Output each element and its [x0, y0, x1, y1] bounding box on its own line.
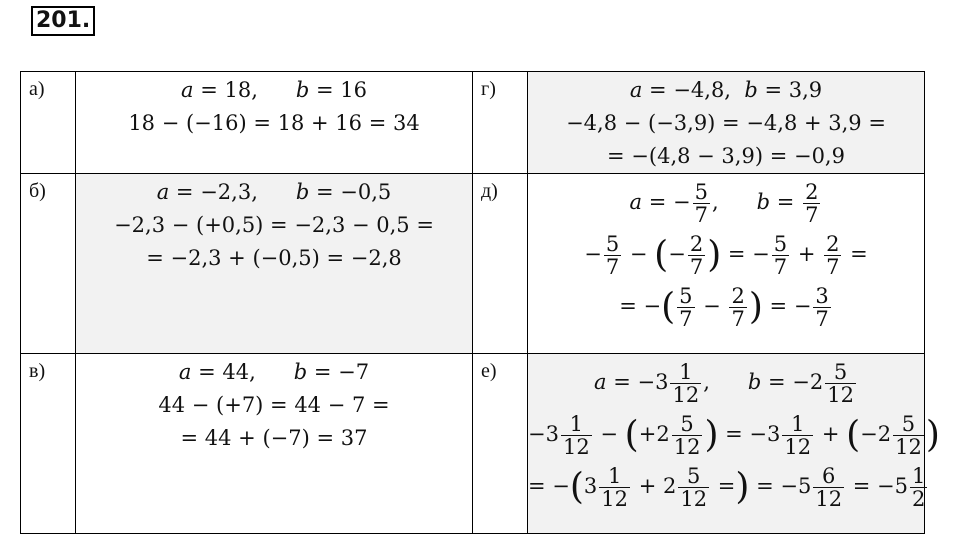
solution-table — [20, 71, 940, 534]
task-number: 201. — [31, 6, 95, 36]
cell-g-line3: = −(4,8 − 3,9) = −0,9 — [607, 144, 845, 168]
label-d: д) — [473, 174, 528, 354]
cell-g-line2: −4,8 − (−3,9) = −4,8 + 3,9 = — [566, 111, 886, 135]
cell-b-line3: = −2,3 + (−0,5) = −2,8 — [146, 246, 402, 270]
cell-e: a = −3 $\frac{1}{12}$ , b = −2 $\frac{5}{12}$ −3 $\frac{1}{12}$ − (+2 $\frac{5}{12}$ ) = −3 $\frac{1}{12}$ + (−2 $\frac{5}{12}$ ) = −(3 $\frac{1}{12}$ + 2 $\frac{5}{12}$ =) = −5 $\frac{6}{12}$ = −5 $\frac{1}{2}$ — [528, 354, 925, 534]
table-row — [21, 174, 925, 354]
cell-v-line2: 44 − (+7) = 44 − 7 = — [158, 393, 390, 417]
cell-d: a = − $\frac{5}{7}$ , b = $\frac{2}{7}$ − $\frac{5}{7}$ − (− $\frac{2}{7}$ ) = − $\frac{5}{7}$ + $\frac{2}{7}$ = = −( $\frac{5}{7}$ − $\frac{2}{7}$ ) = − $\frac{3}{7}$ — [528, 174, 925, 354]
cell-v-line3: = 44 + (−7) = 37 — [180, 426, 368, 450]
cell-v: a = 44, b = −7 44 − (+7) = 44 − 7 = = 44 + (−7) = 37 — [76, 354, 473, 534]
table-row — [21, 72, 925, 174]
label-a: а) — [21, 72, 76, 174]
label-e: е) — [473, 354, 528, 534]
cell-b: a = −2,3, b = −0,5 −2,3 − (+0,5) = −2,3 − 0,5 = = −2,3 + (−0,5) = −2,8 — [76, 174, 473, 354]
cell-a: a = 18, b = 16 18 − (−16) = 18 + 16 = 34 — [76, 72, 473, 174]
table-row — [21, 354, 925, 534]
label-b: б) — [21, 174, 76, 354]
cell-g: a = −4,8, b = 3,9 −4,8 − (−3,9) = −4,8 + 3,9 = = −(4,8 − 3,9) = −0,9 — [528, 72, 925, 174]
cell-a-line2: 18 − (−16) = 18 + 16 = 34 — [128, 111, 420, 135]
label-g: г) — [473, 72, 528, 174]
cell-b-line2: −2,3 − (+0,5) = −2,3 − 0,5 = — [114, 213, 434, 237]
label-v: в) — [21, 354, 76, 534]
